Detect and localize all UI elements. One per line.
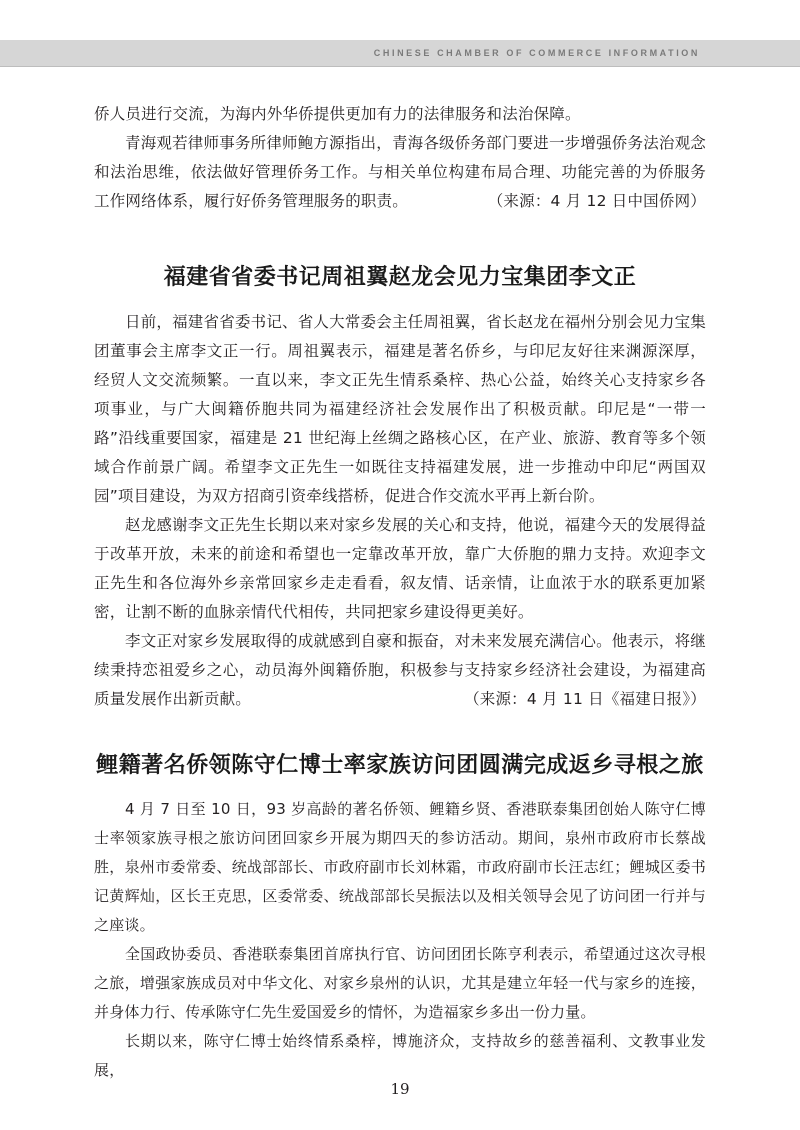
paragraph: 日前，福建省省委书记、省人大常委会主任周祖翼，省长赵龙在福州分别会见力宝集团董事会主席李文正一行。周祖翼表示，福建是著名侨乡，与印尼友好往来渊源深厚，经贸人文交流频繁。一直以来，李文正先生情系桑梓、热心公益，始终关心支持家乡各项事业，与广大闽籍侨胞共同为福建经济社会发展作出了积极贡献。印尼是“一带一路”沿线重要国家，福建是 21 世纪海上丝绸之路核心区，在产业、旅游、教育等多个领域合作前景广阔。希望李文正先生一如既往支持福建发展，进一步推动中印尼“两国双园”项目建设，为双方招商引资牵线搭桥，促进合作交流水平再上新台阶。 [94,313,706,505]
article-chen-shouren [94,748,706,779]
article-fujian-body [94,308,706,714]
paragraph [94,627,706,714]
paragraph: 侨人员进行交流，为海内外华侨提供更加有力的法律服务和法治保障。 [94,105,581,123]
paragraph: 全国政协委员、香港联泰集团首席执行官、访问团团长陈亨利表示，希望通过这次寻根之旅，增强家族成员对中华文化、对家乡泉州的认识，尤其是建立年轻一代与家乡的连接，并身体力行、传承陈守仁先生爱国爱乡的情怀，为造福家乡多出一份力量。 [94,945,706,1021]
paragraph-text: 青海观若律师事务所律师鲍方源指出，青海各级侨务部门要进一步增强侨务法治观念和法治思维，依法做好管理侨务工作。与相关单位构建布局合理、功能完善的为侨服务工作网络体系，履行好侨务管理服务的职责。 [94,134,706,210]
source-citation: （来源：4 月 12 日中国侨网） [487,192,706,210]
article-title: 福建省省委书记周祖翼赵龙会见力宝集团李文正 [163,265,637,290]
article-fujian-meeting [94,260,706,291]
paragraph [94,129,706,216]
article-chen-body [94,795,706,1085]
header-divider [0,66,800,67]
paragraph-text: 李文正对家乡发展取得的成就感到自豪和振奋，对未来发展充满信心。他表示，将继续秉持恋祖爱乡之心，动员海外闽籍侨胞，积极参与支持家乡经济社会建设，为福建高质量发展作出新贡献。 [94,632,706,708]
paragraph: 长期以来，陈守仁博士始终情系桑梓，博施济众，支持故乡的慈善福利、文教事业发展， [94,1032,706,1079]
article-title: 鲤籍著名侨领陈守仁博士率家族访问团圆满完成返乡寻根之旅 [96,753,704,778]
page-number: 19 [390,1080,410,1098]
paragraph: 4 月 7 日至 10 日，93 岁高龄的著名侨领、鲤籍乡贤、香港联泰集团创始人陈守仁博士率领家族寻根之旅访问团回家乡开展为期四天的参访活动。期间，泉州市政府市长蔡战胜，泉州市委常委、统战部部长、市政府副市长刘林霜，市政府副市长汪志红；鲤城区委书记黄辉灿，区长王克思，区委常委、统战部部长吴振法以及相关领导会见了访问团一行并与之座谈。 [94,800,706,934]
source-citation: （来源：4 月 11 日《福建日报》） [464,690,706,708]
running-header: CHINESE CHAMBER OF COMMERCE INFORMATION [373,48,700,58]
paragraph: 赵龙感谢李文正先生长期以来对家乡发展的关心和支持，他说，福建今天的发展得益于改革开放，未来的前途和希望也一定靠改革开放，靠广大侨胞的鼎力支持。欢迎李文正先生和各位海外乡亲常回家乡走走看看，叙友情、话亲情，让血浓于水的联系更加紧密，让割不断的血脉亲情代代相传，共同把家乡建设得更美好。 [94,516,706,621]
section-previous-article [94,100,706,216]
